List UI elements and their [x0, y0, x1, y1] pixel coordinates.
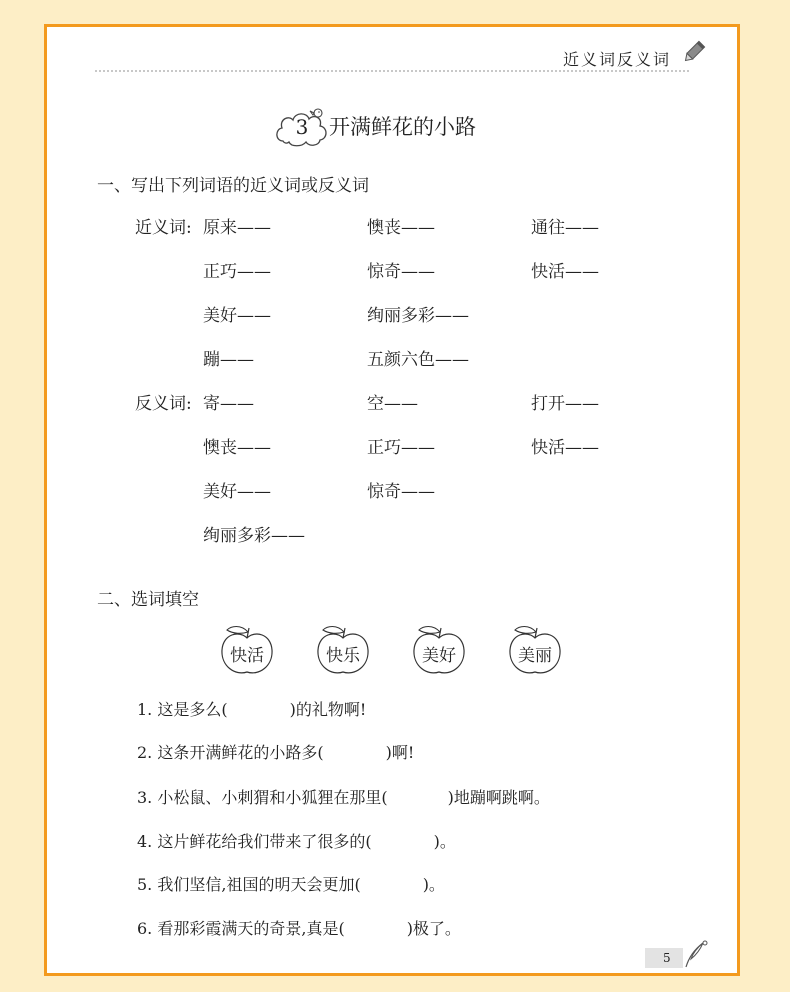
- antonym-label: 反义词:: [135, 394, 192, 414]
- question-text: 6. 看那彩霞满天的奇景,真是(: [137, 919, 345, 938]
- question-text: )地蹦啊跳啊。: [447, 788, 550, 807]
- word-apple: [505, 622, 565, 678]
- synonym-item: 美好——: [203, 306, 271, 326]
- question-2: [137, 742, 414, 764]
- antonym-item: 打开——: [531, 394, 599, 414]
- antonym-item: 空——: [367, 394, 418, 414]
- word-option: 快活: [230, 646, 264, 666]
- section1-heading: 一、写出下列词语的近义词或反义词: [97, 176, 369, 196]
- antonym-item: 正巧——: [367, 438, 435, 458]
- synonym-item: 五颜六色——: [367, 350, 469, 370]
- question-text: )啊!: [385, 743, 415, 762]
- word-option: 快乐: [326, 646, 360, 666]
- page-number: 5: [663, 951, 671, 965]
- synonym-label: 近义词:: [135, 218, 192, 238]
- antonym-item: 快活——: [531, 438, 599, 458]
- quill-icon: [683, 939, 709, 973]
- synonym-item: 懊丧——: [367, 218, 435, 238]
- question-1: [137, 699, 366, 721]
- word-apple: [409, 622, 469, 678]
- question-text: 2. 这条开满鲜花的小路多(: [137, 743, 324, 762]
- word-option: 美丽: [518, 646, 552, 666]
- question-text: )的礼物啊!: [289, 700, 367, 719]
- question-text: 4. 这片鲜花给我们带来了很多的(: [137, 832, 372, 851]
- question-text: )。: [433, 832, 456, 851]
- antonym-item: 懊丧——: [203, 438, 271, 458]
- antonym-item: 美好——: [203, 482, 271, 502]
- question-3: [137, 787, 550, 809]
- antonym-item: 惊奇——: [367, 482, 435, 502]
- header-title: 近义词反义词: [562, 50, 671, 69]
- antonym-item: 寄——: [203, 394, 254, 414]
- question-6: [137, 918, 461, 940]
- pencil-icon: [681, 39, 707, 69]
- lesson-number: 3: [295, 115, 309, 139]
- header-divider: [95, 70, 689, 72]
- page: [44, 24, 740, 976]
- question-text: )极了。: [406, 919, 461, 938]
- question-5: [137, 874, 445, 896]
- word-option: 美好: [422, 646, 456, 666]
- synonym-item: 正巧——: [203, 262, 271, 282]
- question-text: )。: [422, 875, 445, 894]
- antonym-item: 绚丽多彩——: [203, 526, 305, 546]
- question-text: 1. 这是多么(: [137, 700, 228, 719]
- word-apple: [313, 622, 373, 678]
- lesson-title: 开满鲜花的小路: [329, 115, 476, 139]
- synonym-item: 绚丽多彩——: [367, 306, 469, 326]
- question-4: [137, 831, 456, 853]
- section2-heading: 二、选词填空: [97, 590, 199, 610]
- question-text: 3. 小松鼠、小刺猬和小狐狸在那里(: [137, 788, 388, 807]
- synonym-item: 蹦——: [203, 350, 254, 370]
- word-apple: [217, 622, 277, 678]
- question-text: 5. 我们坚信,祖国的明天会更加(: [137, 875, 361, 894]
- synonym-item: 通往——: [531, 218, 599, 238]
- synonym-item: 原来——: [203, 218, 271, 238]
- synonym-item: 快活——: [531, 262, 599, 282]
- synonym-item: 惊奇——: [367, 262, 435, 282]
